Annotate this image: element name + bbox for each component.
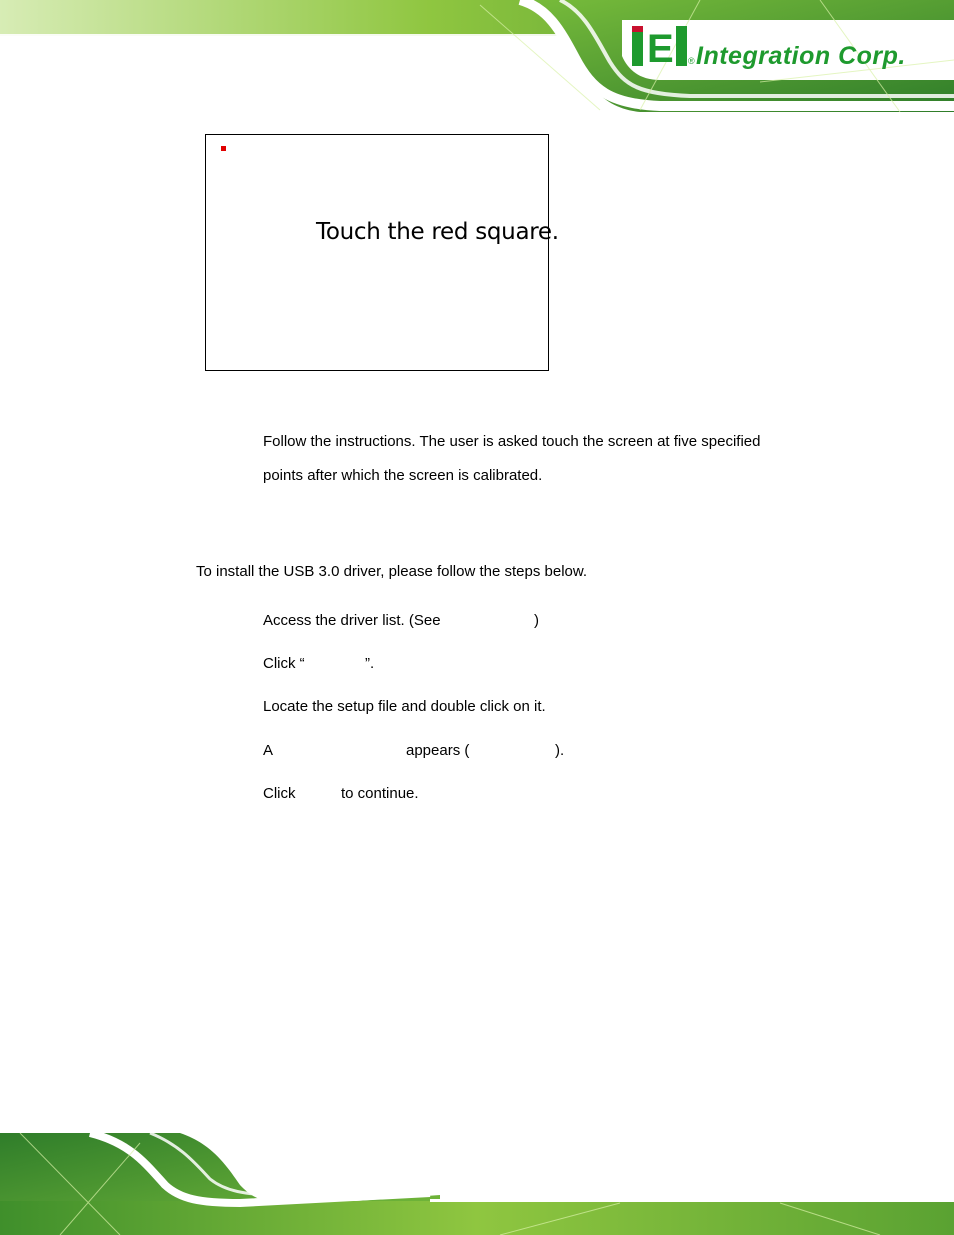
page-header — [0, 0, 954, 115]
usb-step-2-open: Click “ — [263, 655, 305, 672]
usb-step-5-a: Click — [263, 785, 296, 802]
calibration-prompt: Touch the red square. — [316, 219, 559, 245]
calibrate-instruction-line-1: Follow the instructions. The user is asked touch the screen at five specified — [263, 433, 761, 450]
company-logo — [632, 26, 932, 72]
usb-step-4-c: ). — [555, 742, 565, 759]
usb-step-3: Locate the setup file and double click on it. — [263, 698, 546, 715]
logo-i2-bar-icon — [676, 32, 687, 66]
usb-step-2-close: ”. — [365, 655, 375, 672]
usb-step-1-close: ) — [534, 612, 539, 629]
usb-step-4-b: appears ( — [406, 742, 470, 759]
usb-step-1 — [263, 612, 441, 630]
registered-mark: ® — [688, 56, 695, 66]
logo-i-bar-icon — [632, 32, 643, 66]
usb-step-5-b: to continue. — [341, 785, 419, 802]
usb-step-1-text: Access the driver list. (See — [263, 612, 441, 629]
red-square-marker — [221, 146, 226, 151]
company-name: Integration Corp. — [696, 42, 906, 70]
logo-e-glyph: E — [647, 27, 674, 71]
usb-step-4-a: A — [263, 742, 274, 759]
calibrate-instruction-line-2: points after which the screen is calibrated. — [263, 467, 543, 484]
footer-banner-graphic — [0, 1133, 954, 1235]
calibration-screenshot — [205, 134, 559, 371]
usb-intro-text: To install the USB 3.0 driver, please follow the steps below. — [196, 563, 588, 580]
page-footer — [0, 1133, 954, 1235]
